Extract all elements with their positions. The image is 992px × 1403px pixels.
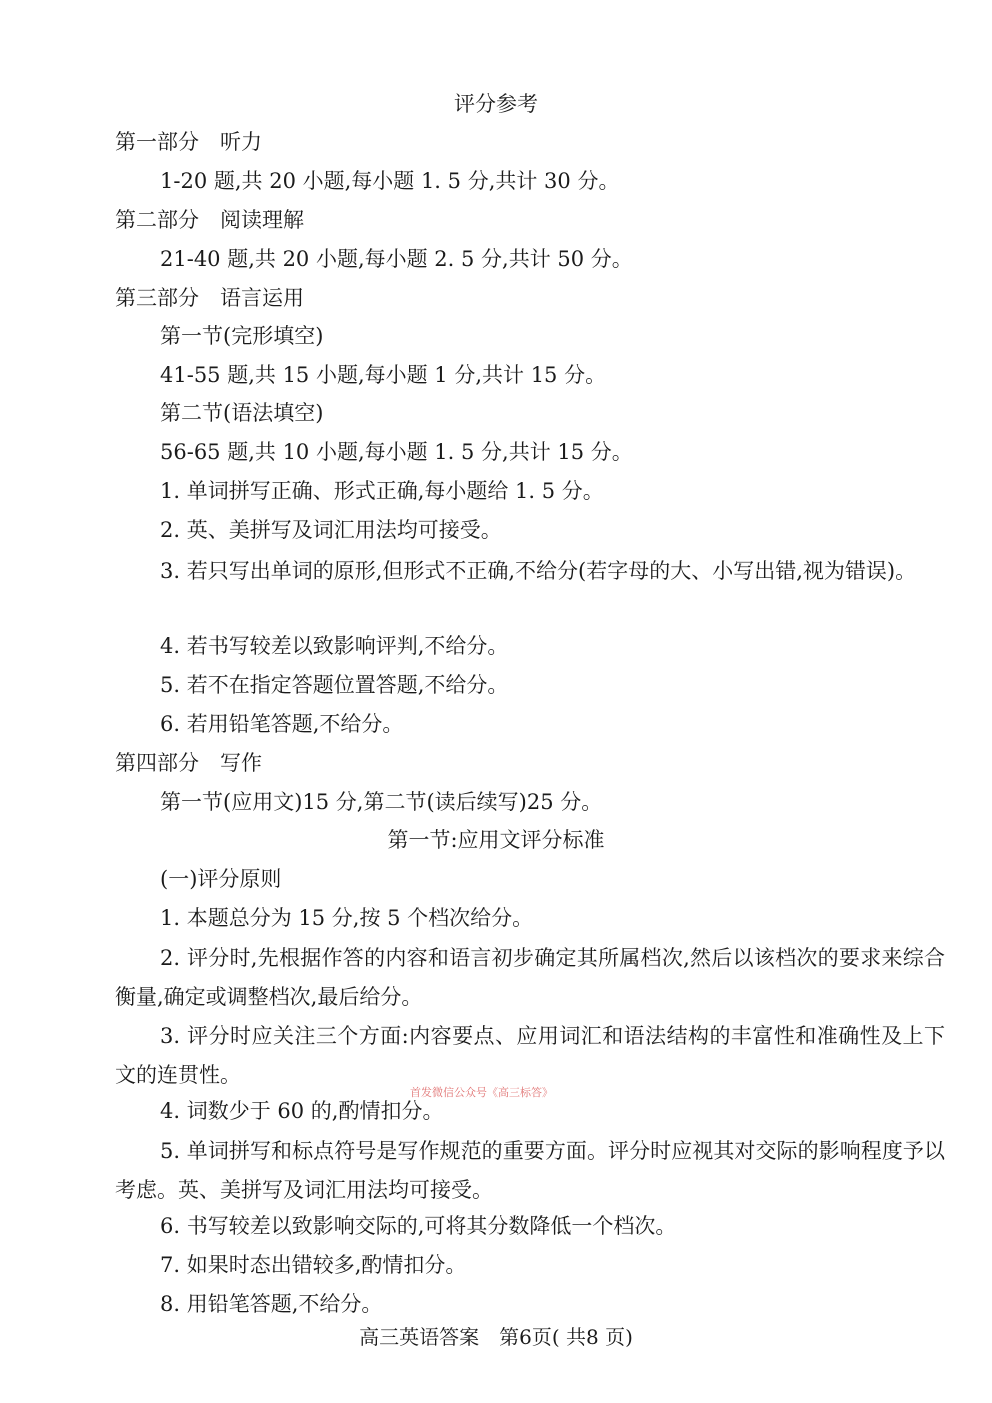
rule-item: 6. 若用铅笔答题,不给分。	[160, 712, 404, 736]
paragraph: 56-65 题,共 10 小题,每小题 1. 5 分,共计 15 分。	[160, 440, 633, 464]
rule-item: 2. 英、美拼写及词汇用法均可接受。	[160, 518, 502, 542]
rule-item: 3. 评分时应关注三个方面:内容要点、应用词汇和语法结构的丰富性和准确性及上下文的连贯性。	[115, 1024, 945, 1087]
paragraph: 第一节(应用文)15 分,第二节(读后续写)25 分。	[160, 790, 603, 814]
rule-item: 4. 若书写较差以致影响评判,不给分。	[160, 634, 509, 658]
rule-item: 7. 如果时态出错较多,酌情扣分。	[160, 1253, 467, 1277]
section-heading-reading: 第二部分 阅读理解	[115, 208, 304, 232]
section-heading-listening: 第一部分 听力	[115, 130, 262, 154]
rule-item: 1. 单词拼写正确、形式正确,每小题给 1. 5 分。	[160, 479, 604, 503]
rule-item: 5. 单词拼写和标点符号是写作规范的重要方面。评分时应视其对交际的影响程度予以考虑。英、美拼写及词汇用法均可接受。	[115, 1139, 945, 1202]
page-footer: 高三英语答案 第6页( 共8 页)	[359, 1325, 633, 1349]
rule-item: 6. 书写较差以致影响交际的,可将其分数降低一个档次。	[160, 1214, 677, 1238]
rule-item: 4. 词数少于 60 的,酌情扣分。	[160, 1099, 444, 1123]
subsection-title: 第一节:应用文评分标准	[387, 828, 605, 852]
rule-item: 2. 评分时,先根据作答的内容和语言初步确定其所属档次,然后以该档次的要求来综合衡量,确定或调整档次,最后给分。	[115, 946, 945, 1009]
rule-item: 8. 用铅笔答题,不给分。	[160, 1292, 383, 1316]
paragraph: 1-20 题,共 20 小题,每小题 1. 5 分,共计 30 分。	[160, 169, 620, 193]
subsection-heading: 第一节(完形填空)	[160, 324, 324, 348]
paragraph: 21-40 题,共 20 小题,每小题 2. 5 分,共计 50 分。	[160, 247, 633, 271]
watermark: 首发微信公众号《高三标答》	[410, 1086, 553, 1099]
page-title: 评分参考	[454, 92, 538, 116]
subsection-heading: 第二节(语法填空)	[160, 401, 324, 425]
subsection-heading: (一)评分原则	[160, 867, 282, 891]
section-heading-language-use: 第三部分 语言运用	[115, 286, 304, 310]
paragraph: 41-55 题,共 15 小题,每小题 1 分,共计 15 分。	[160, 363, 607, 387]
section-heading-writing: 第四部分 写作	[115, 751, 262, 775]
rule-item: 3. 若只写出单词的原形,但形式不正确,不给分(若字母的大、小写出错,视为错误)。	[160, 559, 917, 583]
rule-item: 5. 若不在指定答题位置答题,不给分。	[160, 673, 509, 697]
rule-item: 1. 本题总分为 15 分,按 5 个档次给分。	[160, 906, 534, 930]
